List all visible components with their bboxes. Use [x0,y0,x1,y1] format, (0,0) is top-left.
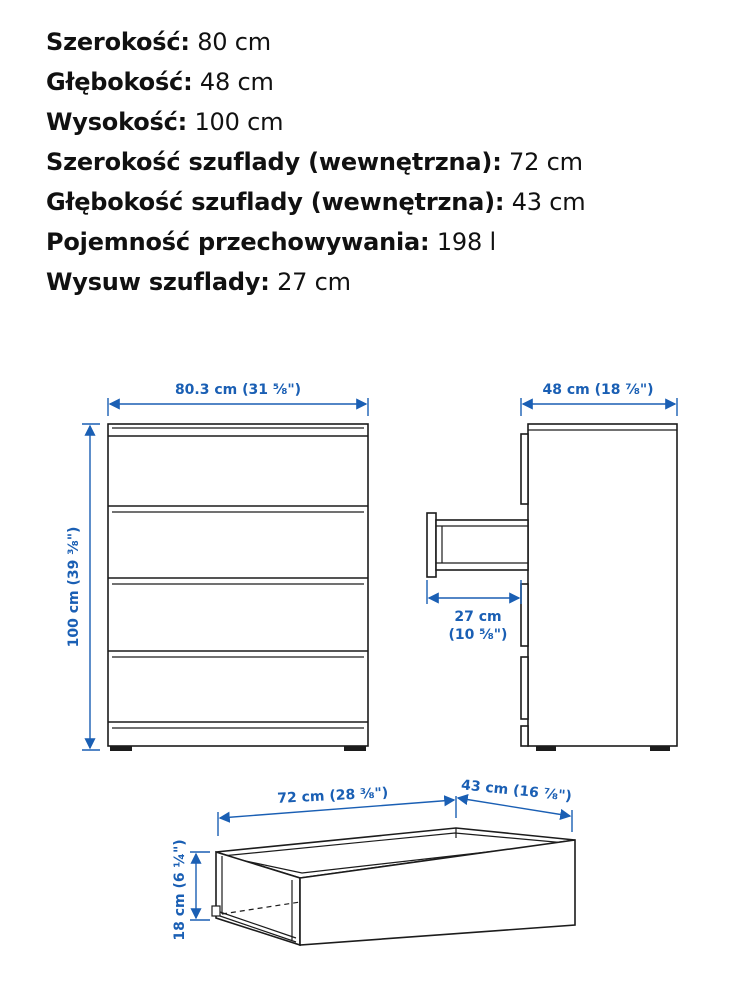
foot [110,746,132,751]
extended-drawer [427,513,528,577]
foot [344,746,366,751]
drawer-depth-label: 43 cm (16 ⅞") [460,777,573,805]
spec-value: 80 cm [197,28,271,56]
spec-label: Głębokość: [46,68,193,96]
spec-value: 100 cm [194,108,284,136]
drawer-width-label: 72 cm (28 ⅜") [276,785,389,807]
drawer-detail [172,777,575,945]
spec-value: 198 l [436,228,496,256]
dresser-front [108,424,368,746]
extension-label-inch: (10 ⅝") [448,627,508,643]
front-height-label: 100 cm (39 ⅜") [66,526,82,648]
spec-label: Głębokość szuflady (wewnętrzna): [46,188,505,216]
side-view [427,382,677,751]
spec-label: Szerokość szuflady (wewnętrzna): [46,148,502,176]
extension-label: 27 cm [454,609,502,625]
spec-value: 43 cm [511,188,586,216]
front-view [66,382,368,751]
spec-label: Wysuw szuflady: [46,268,270,296]
spec-label: Wysokość: [46,108,188,136]
spec-value: 27 cm [277,268,351,296]
drawer-height-label: 18 cm (6 ¼") [172,839,188,941]
spec-value: 48 cm [199,68,274,96]
side-depth-label: 48 cm (18 ⅞") [542,382,654,398]
spec-value: 72 cm [509,148,583,176]
spec-label: Pojemność przechowywania: [46,228,430,256]
front-width-label: 80.3 cm (31 ⅝") [174,382,302,398]
dresser-side [528,424,677,746]
spec-label: Szerokość: [46,28,190,56]
